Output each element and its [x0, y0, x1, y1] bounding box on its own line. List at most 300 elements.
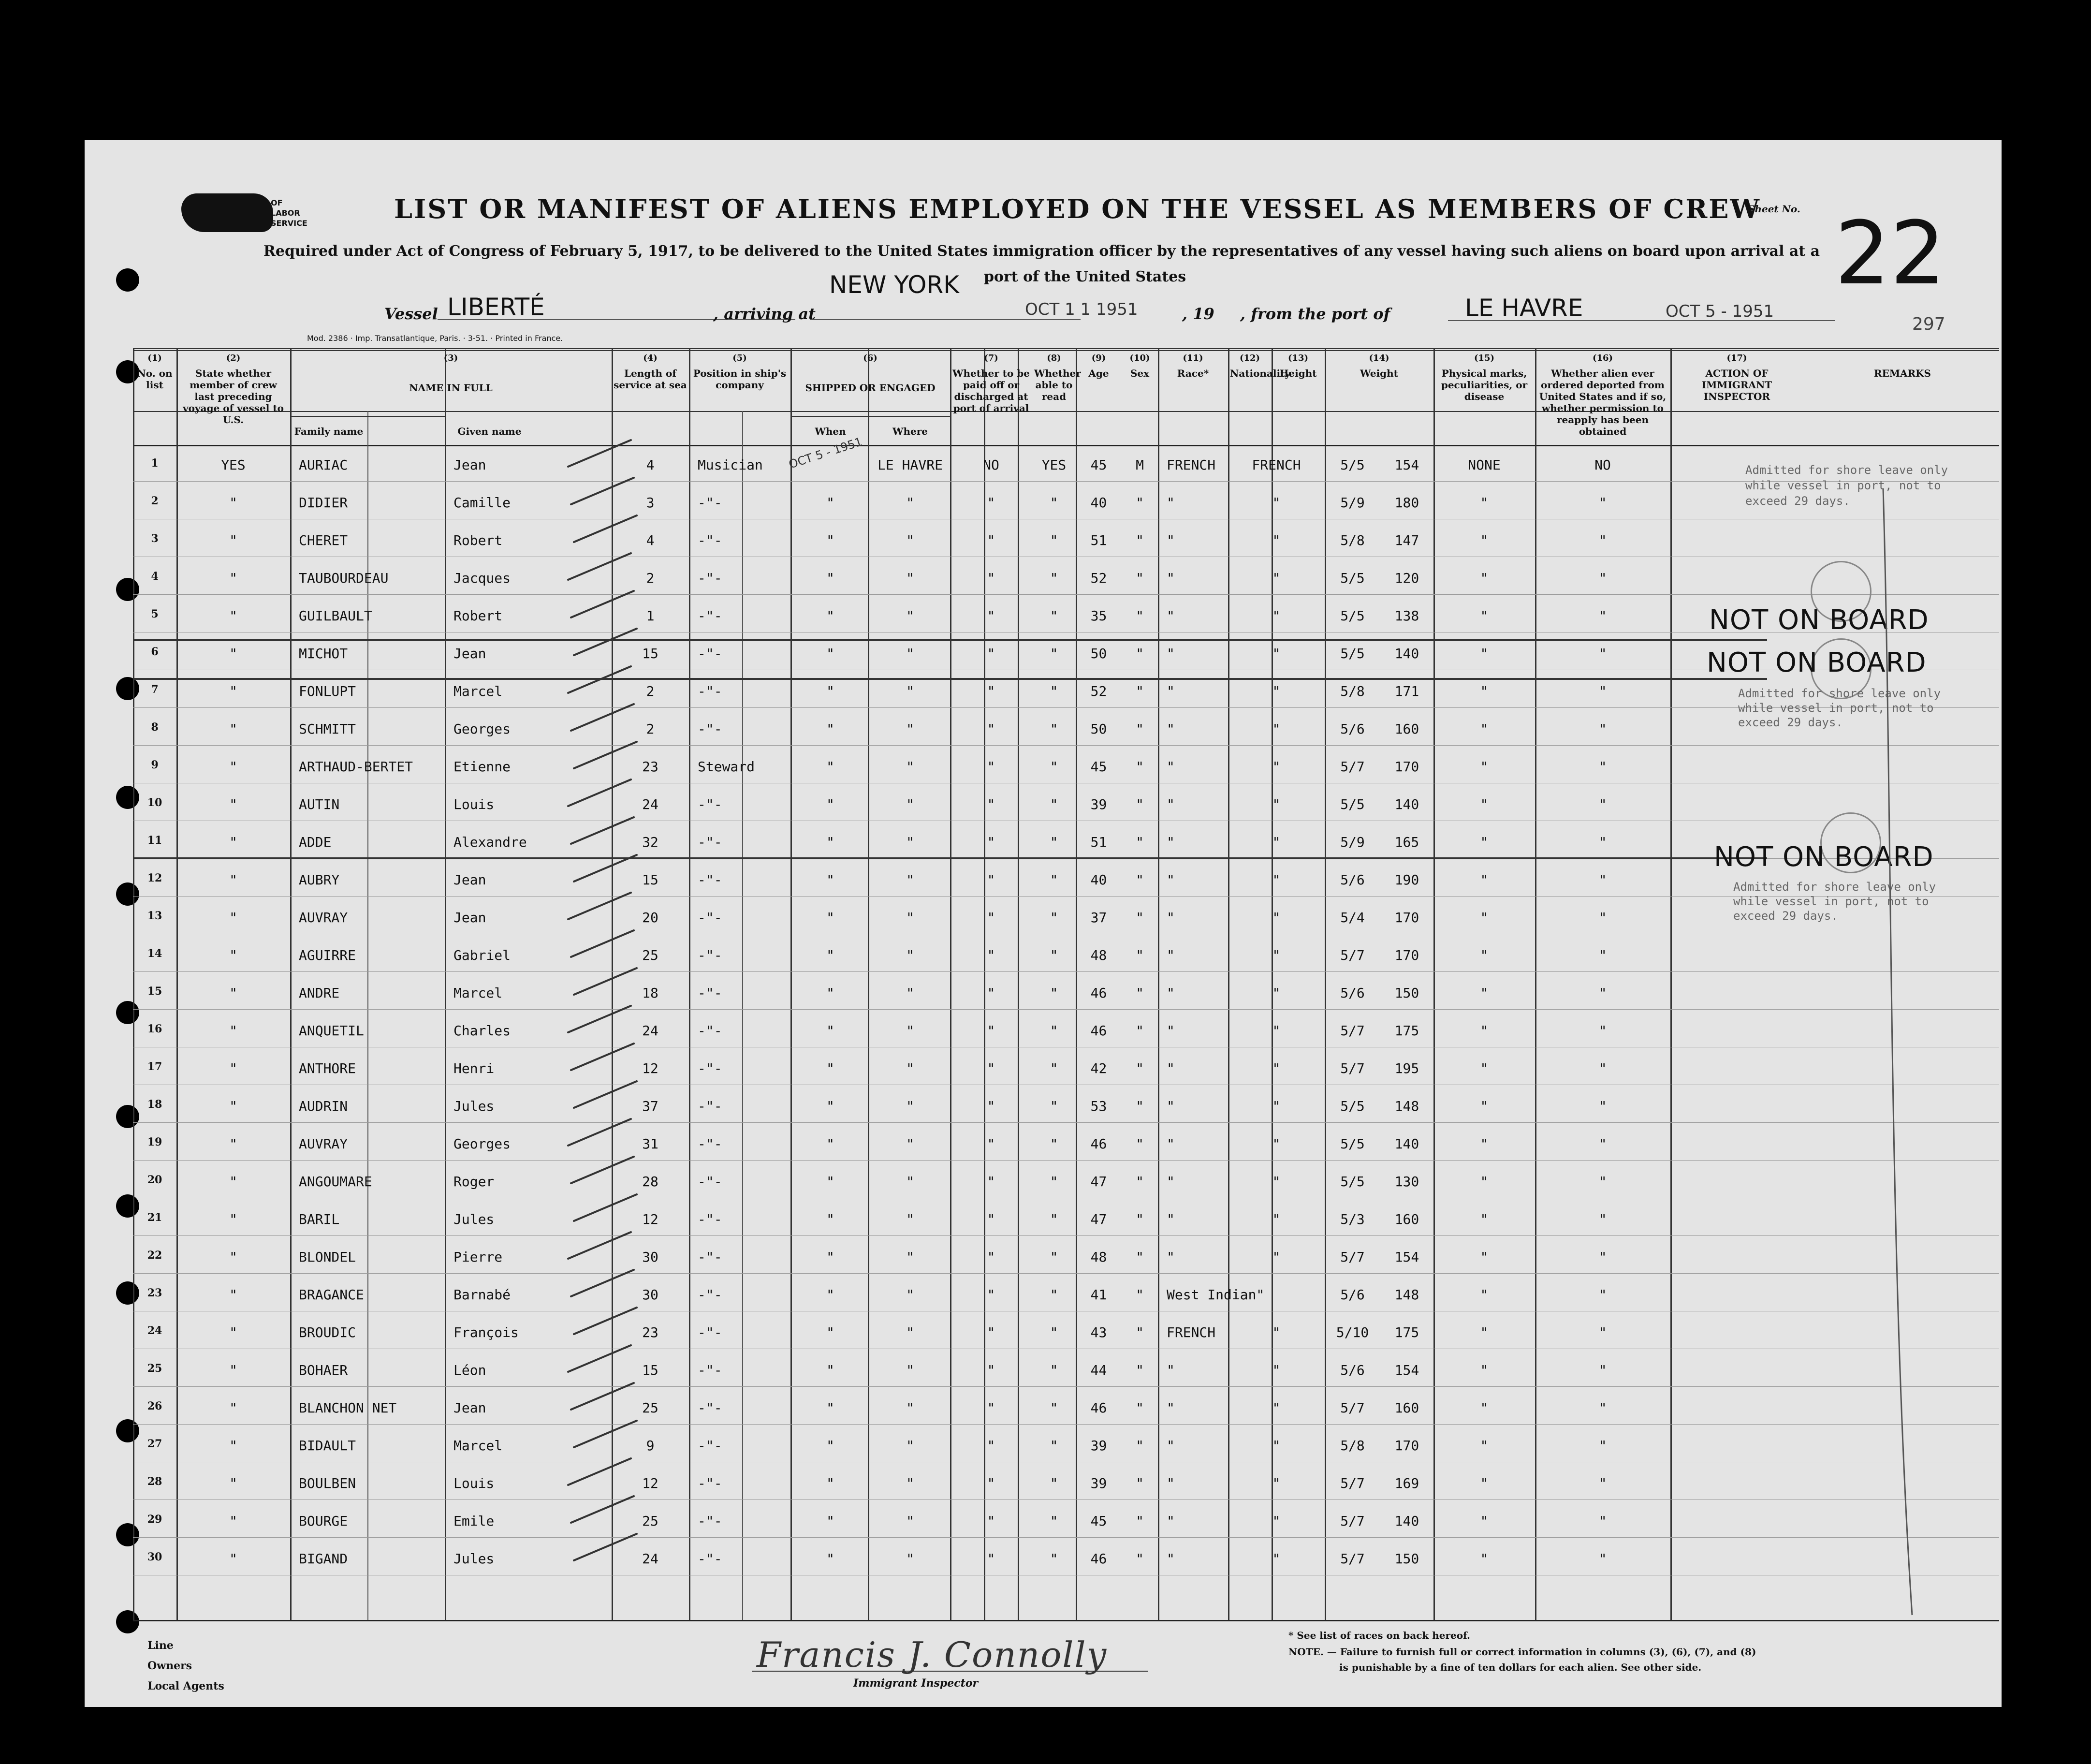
cell-deported: " — [1598, 721, 1607, 737]
cell-service: 3 — [646, 495, 655, 511]
cell-marks: " — [1480, 759, 1489, 775]
arriving-label: , arriving at — [713, 305, 816, 323]
cell-n: 10 — [147, 796, 162, 809]
cell-when: " — [826, 721, 834, 737]
cell-age: 46 — [1090, 1023, 1107, 1039]
cell-nat: " — [1272, 1136, 1281, 1152]
cell-paid: " — [987, 796, 995, 812]
cell-n: 20 — [147, 1174, 162, 1186]
column-header: State whether member of crew last preceding voyage of vessel to U.S. — [183, 368, 284, 426]
cell-age: 40 — [1090, 872, 1107, 888]
column-header: NAME IN FULL — [409, 382, 493, 394]
cell-nat: " — [1272, 570, 1281, 586]
cell-given: Charles — [453, 1023, 511, 1039]
cell-weight: 160 — [1394, 721, 1419, 737]
cell-deported: " — [1598, 985, 1607, 1001]
cell-service: 25 — [642, 1513, 658, 1529]
cell-family: ANGOUMARE — [299, 1174, 372, 1190]
cell-sex: M — [1136, 457, 1144, 473]
cell-position: -"- — [698, 1060, 722, 1076]
cell-prev: " — [229, 1324, 237, 1340]
cell-n: 22 — [147, 1249, 162, 1262]
cell-where: " — [906, 1060, 914, 1076]
sheet-number: 22 — [1835, 203, 1946, 304]
cell-paid: " — [987, 1023, 995, 1039]
cell-sex: " — [1136, 495, 1144, 511]
cell-read: " — [1050, 947, 1058, 963]
cell-prev: " — [229, 608, 237, 624]
cell-weight: 154 — [1394, 1249, 1419, 1265]
cell-service: 2 — [646, 683, 655, 699]
cell-marks: " — [1480, 834, 1489, 850]
cell-read: " — [1050, 1060, 1058, 1076]
from-port: LE HAVRE — [1465, 294, 1583, 322]
cell-nat: " — [1272, 646, 1281, 662]
cell-weight: 140 — [1394, 796, 1419, 812]
cell-deported: " — [1598, 796, 1607, 812]
cell-sex: " — [1136, 570, 1144, 586]
cell-n: 25 — [147, 1362, 162, 1375]
cell-when: " — [826, 985, 834, 1001]
cell-read: " — [1050, 1211, 1058, 1227]
cell-height: 5/7 — [1340, 1023, 1365, 1039]
cell-where: " — [906, 1249, 914, 1265]
cell-race: " — [1167, 1438, 1175, 1454]
cell-height: 5/10 — [1336, 1324, 1369, 1340]
cell-when: " — [826, 608, 834, 624]
cell-weight: 120 — [1394, 570, 1419, 586]
cell-service: 4 — [646, 532, 655, 548]
penalty-note-1: NOTE. — Failure to furnish full or correct information in columns (3), (6), (7), and (8) — [1288, 1646, 1756, 1658]
cell-where: LE HAVRE — [877, 457, 943, 473]
cell-nat: " — [1272, 721, 1281, 737]
cell-n: 11 — [147, 834, 162, 847]
cell-race: " — [1167, 721, 1175, 737]
cell-position: -"- — [698, 1136, 722, 1152]
admitted-stamp-1-line-2: while vessel in port, not to — [1745, 479, 1941, 492]
cell-race: " — [1167, 1551, 1175, 1567]
cell-n: 18 — [147, 1098, 162, 1111]
cell-marks: " — [1480, 1023, 1489, 1039]
cell-where: " — [906, 1513, 914, 1529]
cell-position: -"- — [698, 1211, 722, 1227]
cell-nat: " — [1272, 796, 1281, 812]
cell-age: 39 — [1090, 1475, 1107, 1491]
cell-deported: NO — [1594, 457, 1611, 473]
cell-deported: " — [1598, 1060, 1607, 1076]
column-header: Length of service at sea — [614, 368, 687, 391]
cell-where: " — [906, 1136, 914, 1152]
cell-family: TAUBOURDEAU — [299, 570, 389, 586]
penalty-note-2: is punishable by a fine of ten dollars for each alien. See other side. — [1339, 1661, 1702, 1673]
cell-deported: " — [1598, 1475, 1607, 1491]
cell-given: Jacques — [453, 570, 511, 586]
cell-deported: " — [1598, 947, 1607, 963]
cell-read: " — [1050, 1287, 1058, 1303]
cell-read: " — [1050, 1098, 1058, 1114]
cell-read: " — [1050, 1475, 1058, 1491]
cell-n: 9 — [151, 759, 159, 771]
cell-marks: " — [1480, 796, 1489, 812]
cell-deported: " — [1598, 1174, 1607, 1190]
column-header: Whether alien ever ordered deported from United States and if so, whether permission to reapply has been obtained — [1539, 368, 1667, 437]
cell-sex: " — [1136, 683, 1144, 699]
cell-paid: " — [987, 608, 995, 624]
admitted-stamp-2-line-3: exceed 29 days. — [1738, 716, 1843, 729]
column-number: (2) — [226, 353, 241, 363]
cell-read: " — [1050, 759, 1058, 775]
cell-marks: " — [1480, 872, 1489, 888]
cell-weight: 175 — [1394, 1324, 1419, 1340]
cell-paid: " — [987, 1400, 995, 1416]
cell-read: " — [1050, 1174, 1058, 1190]
cell-nat: " — [1272, 608, 1281, 624]
cell-where: " — [906, 532, 914, 548]
cell-read: " — [1050, 1513, 1058, 1529]
cell-service: 37 — [642, 1098, 658, 1114]
cell-height: 5/3 — [1340, 1211, 1365, 1227]
cell-read: YES — [1041, 457, 1067, 473]
cell-where: " — [906, 910, 914, 926]
cell-service: 15 — [642, 1362, 658, 1378]
cell-weight: 180 — [1394, 495, 1419, 511]
cell-weight: 160 — [1394, 1400, 1419, 1416]
column-number: (16) — [1592, 353, 1613, 363]
cell-age: 50 — [1090, 646, 1107, 662]
cell-age: 39 — [1090, 796, 1107, 812]
cell-given: Georges — [453, 1136, 511, 1152]
cell-when: " — [826, 1211, 834, 1227]
cell-position: -"- — [698, 1362, 722, 1378]
cell-prev: " — [229, 759, 237, 775]
inspector-label: Immigrant Inspector — [853, 1677, 979, 1690]
cell-given: Emile — [453, 1513, 495, 1529]
cell-read: " — [1050, 1023, 1058, 1039]
cell-weight: 170 — [1394, 910, 1419, 926]
cell-paid: " — [987, 1174, 995, 1190]
cell-read: " — [1050, 1136, 1058, 1152]
cell-height: 5/7 — [1340, 1060, 1365, 1076]
cell-read: " — [1050, 1400, 1058, 1416]
cell-family: AUBRY — [299, 872, 340, 888]
cell-position: -"- — [698, 796, 722, 812]
cell-sex: " — [1136, 1249, 1144, 1265]
cell-race: " — [1167, 646, 1175, 662]
column-header: SHIPPED OR ENGAGED — [805, 382, 936, 394]
cell-marks: " — [1480, 721, 1489, 737]
cell-read: " — [1050, 796, 1058, 812]
cell-marks: " — [1480, 1400, 1489, 1416]
column-header: Position in ship's company — [693, 368, 787, 391]
cell-age: 48 — [1090, 1249, 1107, 1265]
cell-marks: " — [1480, 1475, 1489, 1491]
column-number: (14) — [1369, 353, 1389, 363]
cell-given: François — [453, 1324, 519, 1340]
cell-prev: " — [229, 872, 237, 888]
cell-paid: " — [987, 759, 995, 775]
cell-race: " — [1167, 532, 1175, 548]
year-label: , 19 — [1182, 305, 1214, 323]
cell-marks: " — [1480, 1060, 1489, 1076]
cell-weight: 170 — [1394, 759, 1419, 775]
cell-position: -"- — [698, 683, 722, 699]
cell-race: " — [1167, 1174, 1175, 1190]
cell-paid: " — [987, 985, 995, 1001]
cell-family: AUDRIN — [299, 1098, 348, 1114]
cell-n: 12 — [147, 872, 162, 884]
cell-weight: 171 — [1394, 683, 1419, 699]
cell-sex: " — [1136, 1324, 1144, 1340]
cell-age: 40 — [1090, 495, 1107, 511]
cell-when: " — [826, 1362, 834, 1378]
cell-position: Musician — [698, 457, 763, 473]
admitted-stamp-2-line-1: Admitted for shore leave only — [1738, 687, 1941, 700]
cell-weight: 160 — [1394, 1211, 1419, 1227]
cell-read: " — [1050, 872, 1058, 888]
arriving-port: NEW YORK — [829, 271, 960, 299]
cell-marks: " — [1480, 985, 1489, 1001]
cell-position: Steward — [698, 759, 755, 775]
column-subheader: Given name — [457, 426, 522, 437]
cell-given: Louis — [453, 796, 495, 812]
cell-age: 35 — [1090, 608, 1107, 624]
cell-age: 42 — [1090, 1060, 1107, 1076]
cell-read: " — [1050, 910, 1058, 926]
cell-weight: 150 — [1394, 985, 1419, 1001]
cell-prev: " — [229, 532, 237, 548]
cell-height: 5/5 — [1340, 570, 1365, 586]
cell-paid: " — [987, 1438, 995, 1454]
cell-position: -"- — [698, 1098, 722, 1114]
cell-sex: " — [1136, 608, 1144, 624]
column-number: (1) — [147, 353, 162, 363]
cell-marks: " — [1480, 1551, 1489, 1567]
cell-prev: " — [229, 1174, 237, 1190]
cell-marks: " — [1480, 608, 1489, 624]
cell-paid: NO — [983, 457, 999, 473]
cell-height: 5/6 — [1340, 872, 1365, 888]
cell-service: 12 — [642, 1211, 658, 1227]
cell-prev: " — [229, 1136, 237, 1152]
cell-service: 24 — [642, 1551, 658, 1567]
cell-position: -"- — [698, 872, 722, 888]
column-header: ACTION OF IMMIGRANT INSPECTOR — [1701, 368, 1772, 402]
cell-nat: " — [1272, 683, 1281, 699]
cell-weight: 130 — [1394, 1174, 1419, 1190]
cell-age: 53 — [1090, 1098, 1107, 1114]
cell-family: BLONDEL — [299, 1249, 356, 1265]
cell-race: " — [1167, 1362, 1175, 1378]
cell-family: BOHAER — [299, 1362, 348, 1378]
cell-position: -"- — [698, 1438, 722, 1454]
cell-position: -"- — [698, 985, 722, 1001]
cell-nat: " — [1272, 1023, 1281, 1039]
cell-prev: " — [229, 683, 237, 699]
cell-race: " — [1167, 910, 1175, 926]
cell-when: " — [826, 1287, 834, 1303]
cell-nat: " — [1272, 1174, 1281, 1190]
cell-nat: " — [1272, 1324, 1281, 1340]
column-number: (9) — [1091, 353, 1106, 363]
cell-given: Pierre — [453, 1249, 503, 1265]
cell-weight: 195 — [1394, 1060, 1419, 1076]
cell-given: Marcel — [453, 683, 503, 699]
cell-service: 28 — [642, 1174, 658, 1190]
cell-marks: " — [1480, 1362, 1489, 1378]
cell-height: 5/7 — [1340, 1551, 1365, 1567]
cell-prev: " — [229, 1023, 237, 1039]
cell-nat: " — [1272, 532, 1281, 548]
cell-paid: " — [987, 721, 995, 737]
cell-prev: " — [229, 1060, 237, 1076]
cell-family: AURIAC — [299, 457, 348, 473]
cell-given: Jules — [453, 1551, 495, 1567]
cell-deported: " — [1598, 1023, 1607, 1039]
cell-marks: " — [1480, 1098, 1489, 1114]
cell-service: 9 — [646, 1438, 655, 1454]
cell-position: -"- — [698, 1400, 722, 1416]
cell-service: 23 — [642, 1324, 658, 1340]
not-on-board-stamp-row-6: NOT ON BOARD — [1707, 647, 1927, 678]
cell-paid: " — [987, 1249, 995, 1265]
cell-age: 39 — [1090, 1438, 1107, 1454]
local-agents-label: Local Agents — [147, 1680, 224, 1692]
cell-race: " — [1167, 1098, 1175, 1114]
cell-nat: " — [1272, 1060, 1281, 1076]
cell-height: 5/5 — [1340, 608, 1365, 624]
cell-family: ADDE — [299, 834, 332, 850]
cell-given: Gabriel — [453, 947, 511, 963]
column-header: Physical marks, peculiarities, or disease — [1441, 368, 1528, 402]
cell-marks: " — [1480, 570, 1489, 586]
cell-family: MICHOT — [299, 646, 348, 662]
admitted-stamp-3-line-2: while vessel in port, not to — [1733, 895, 1929, 908]
cell-marks: " — [1480, 1136, 1489, 1152]
cell-deported: " — [1598, 1136, 1607, 1152]
cell-family: BROUDIC — [299, 1324, 356, 1340]
cell-height: 5/9 — [1340, 495, 1365, 511]
cell-weight: 154 — [1394, 457, 1419, 473]
cell-service: 12 — [642, 1060, 658, 1076]
cell-nat: " — [1272, 1211, 1281, 1227]
page-title: LIST OR MANIFEST OF ALIENS EMPLOYED ON THE VESSEL AS MEMBERS OF CREW — [394, 193, 1761, 224]
cell-height: 5/7 — [1340, 1400, 1365, 1416]
not-on-board-stamp-row-11: NOT ON BOARD — [1714, 841, 1934, 873]
cell-prev: " — [229, 834, 237, 850]
cell-family: AUTIN — [299, 796, 340, 812]
cell-given: Jean — [453, 457, 486, 473]
cell-position: -"- — [698, 1513, 722, 1529]
cell-nat: " — [1272, 872, 1281, 888]
cell-marks: " — [1480, 532, 1489, 548]
admitted-stamp-3-line-3: exceed 29 days. — [1733, 909, 1838, 923]
column-number: (3) — [443, 353, 458, 363]
cell-age: 44 — [1090, 1362, 1107, 1378]
cell-sex: " — [1136, 1362, 1144, 1378]
from-label: , from the port of — [1240, 305, 1390, 323]
column-number: (10) — [1129, 353, 1150, 363]
cell-position: -"- — [698, 532, 722, 548]
cell-age: 45 — [1090, 759, 1107, 775]
cell-prev: " — [229, 1438, 237, 1454]
cell-race: " — [1167, 570, 1175, 586]
column-header: REMARKS — [1874, 368, 1931, 379]
column-number: (13) — [1287, 353, 1309, 363]
cell-given: Jean — [453, 646, 486, 662]
cell-sex: " — [1136, 1438, 1144, 1454]
cell-height: 5/6 — [1340, 721, 1365, 737]
column-number: (5) — [732, 353, 747, 363]
column-header: Height — [1279, 368, 1317, 379]
cell-weight: 154 — [1394, 1362, 1419, 1378]
cell-where: " — [906, 570, 914, 586]
cell-where: " — [906, 1324, 914, 1340]
cell-given: Louis — [453, 1475, 495, 1491]
cell-n: 16 — [147, 1023, 162, 1035]
admitted-stamp-1-line-3: exceed 29 days. — [1745, 494, 1850, 508]
cell-given: Etienne — [453, 759, 511, 775]
cell-given: Marcel — [453, 985, 503, 1001]
cell-deported: " — [1598, 1249, 1607, 1265]
cell-sex: " — [1136, 985, 1144, 1001]
statute-text-2: port of the United States — [984, 268, 1186, 285]
cell-n: 4 — [151, 570, 159, 583]
cell-paid: " — [987, 1211, 995, 1227]
cell-weight: 170 — [1394, 947, 1419, 963]
cell-paid: " — [987, 570, 995, 586]
cell-age: 43 — [1090, 1324, 1107, 1340]
cell-paid: " — [987, 1324, 995, 1340]
cell-when: " — [826, 1513, 834, 1529]
departure-date-stamp: OCT 5 - 1951 — [1666, 302, 1774, 321]
cell-paid: " — [987, 1060, 995, 1076]
cell-position: -"- — [698, 721, 722, 737]
cell-deported: " — [1598, 1211, 1607, 1227]
cell-when: " — [826, 1249, 834, 1265]
cell-position: -"- — [698, 910, 722, 926]
column-header: Whether able to read — [1034, 368, 1081, 402]
cell-when: " — [826, 1023, 834, 1039]
cell-when: " — [826, 532, 834, 548]
cell-marks: " — [1480, 1249, 1489, 1265]
cell-read: " — [1050, 1324, 1058, 1340]
cell-n: 8 — [151, 721, 159, 734]
cell-when: " — [826, 495, 834, 511]
owners-label: Owners — [147, 1660, 192, 1672]
cell-service: 12 — [642, 1475, 658, 1491]
cell-weight: 190 — [1394, 872, 1419, 888]
cell-prev: " — [229, 1287, 237, 1303]
cell-service: 15 — [642, 872, 658, 888]
line-label: Line — [147, 1639, 174, 1652]
cell-height: 5/8 — [1340, 532, 1365, 548]
cell-given: Alexandre — [453, 834, 527, 850]
cell-age: 52 — [1090, 683, 1107, 699]
cell-when: " — [826, 1098, 834, 1114]
admitted-stamp-3-line-1: Admitted for shore leave only — [1733, 880, 1936, 894]
cell-nat: " — [1272, 1249, 1281, 1265]
cell-where: " — [906, 985, 914, 1001]
cell-family: AGUIRRE — [299, 947, 356, 963]
cell-family: DIDIER — [299, 495, 348, 511]
cell-prev: " — [229, 1211, 237, 1227]
cell-weight: 140 — [1394, 1513, 1419, 1529]
cell-n: 26 — [147, 1400, 162, 1412]
cell-paid: " — [987, 947, 995, 963]
cell-paid: " — [987, 1098, 995, 1114]
cell-n: 1 — [151, 457, 159, 470]
cell-height: 5/5 — [1340, 1136, 1365, 1152]
